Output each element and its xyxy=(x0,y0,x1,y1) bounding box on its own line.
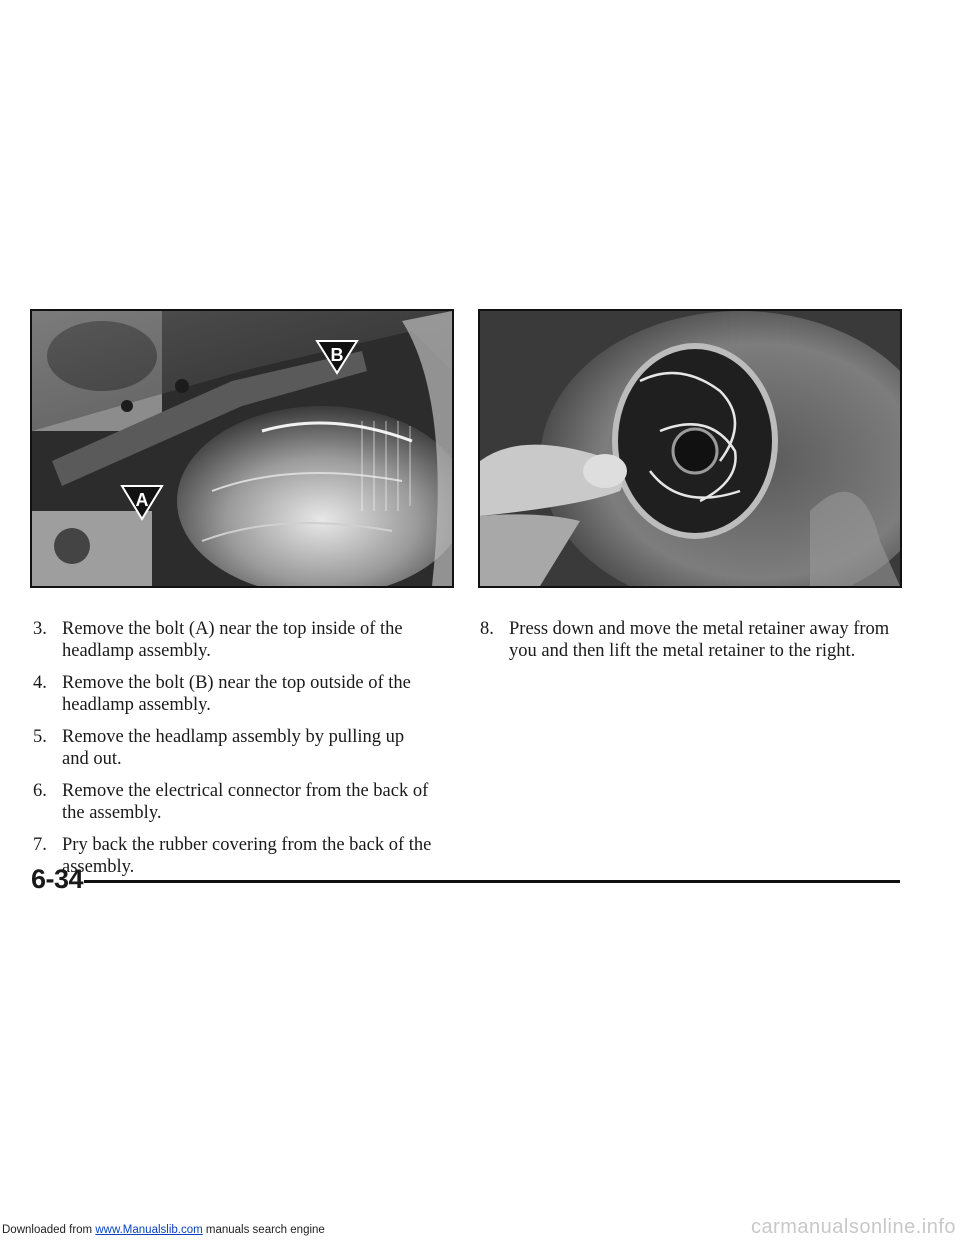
svg-text:A: A xyxy=(135,490,149,510)
step-number: 4. xyxy=(33,673,47,693)
steps-list-left xyxy=(33,618,433,888)
step-item xyxy=(33,726,433,770)
step-item xyxy=(33,780,433,824)
step-text: Press down and move the metal retainer away from you and then lift the metal retainer to the right. xyxy=(509,619,890,661)
headlamp-assembly-photo xyxy=(30,309,454,588)
step-text: Pry back the rubber covering from the back of the assembly. xyxy=(62,835,432,877)
step-number: 8. xyxy=(480,619,494,639)
download-suffix: manuals search engine xyxy=(202,1224,325,1236)
step-text: Remove the headlamp assembly by pulling up and out. xyxy=(62,727,405,769)
page-number: 6-34 xyxy=(31,864,84,894)
svg-text:B: B xyxy=(330,345,344,365)
step-number: 7. xyxy=(33,835,47,855)
step-item xyxy=(33,834,433,878)
manualslib-link[interactable]: www.Manualslib.com xyxy=(95,1224,203,1236)
retainer-photo-illustration xyxy=(480,311,900,586)
headlamp-photo-illustration xyxy=(32,311,452,586)
retainer-photo xyxy=(478,309,902,588)
step-text: Remove the bolt (A) near the top inside of the headlamp assembly. xyxy=(62,619,403,661)
step-number: 5. xyxy=(33,727,47,747)
step-number: 6. xyxy=(33,781,47,801)
steps-list-right xyxy=(480,618,900,672)
footer-divider xyxy=(84,880,900,883)
site-watermark: carmanualsonline.info xyxy=(750,1216,956,1238)
step-number: 3. xyxy=(33,619,47,639)
step-text: Remove the electrical connector from the back of the assembly. xyxy=(62,781,429,823)
step-item xyxy=(33,618,433,662)
download-attribution xyxy=(2,1224,325,1236)
download-prefix: Downloaded from xyxy=(2,1224,96,1236)
step-text: Remove the bolt (B) near the top outside of the headlamp assembly. xyxy=(62,673,411,715)
step-item xyxy=(33,672,433,716)
step-item xyxy=(480,618,900,662)
